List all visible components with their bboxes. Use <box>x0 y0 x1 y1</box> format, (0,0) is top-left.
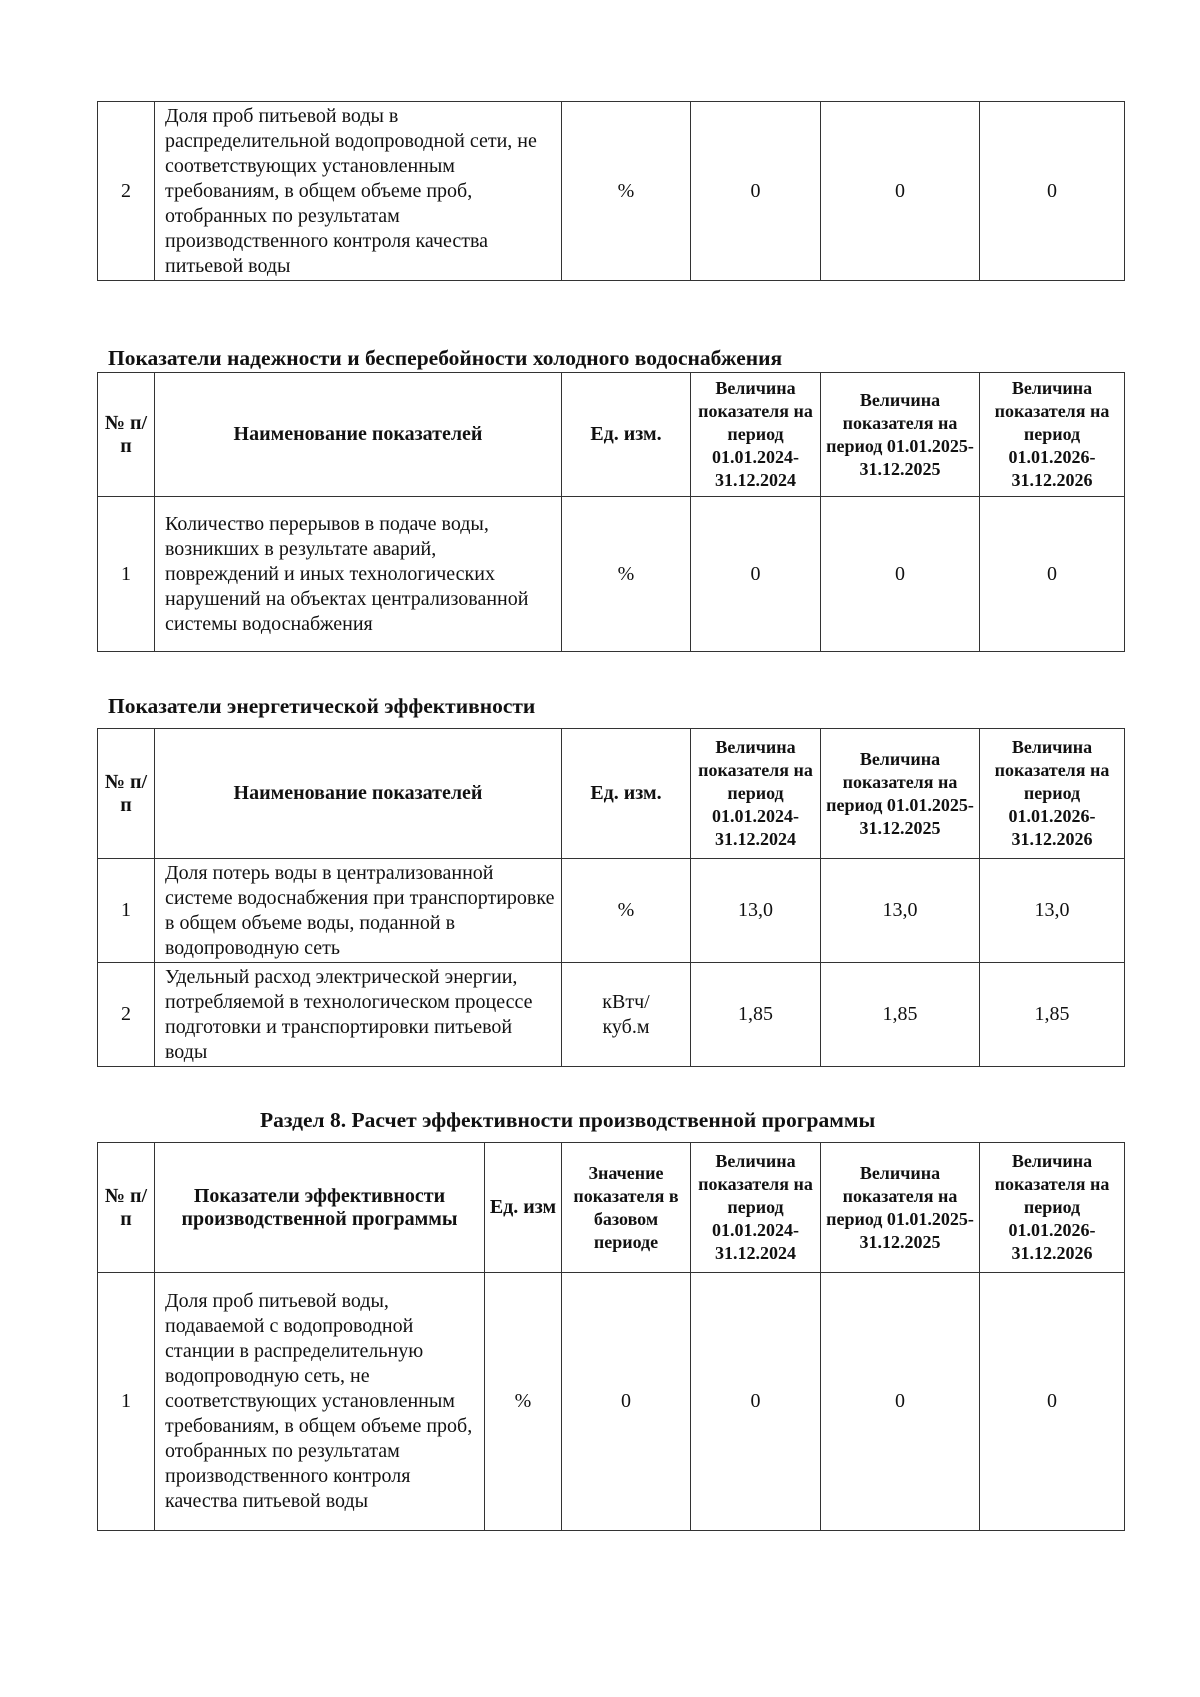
header-name: Наименование показателей <box>155 373 562 497</box>
row-number: 2 <box>98 963 155 1067</box>
header-unit: Ед. изм. <box>562 729 691 859</box>
value-2024: 0 <box>691 1273 821 1531</box>
header-period-2025: Величина показателя на период 01.01.2025-31.12.2025 <box>821 729 980 859</box>
header-period-2026: Величина показателя на период 01.01.2026-31.12.2026 <box>980 373 1125 497</box>
table-row <box>98 497 1125 652</box>
value-2024: 0 <box>691 497 821 652</box>
header-period-2026: Величина показателя на период 01.01.2026-31.12.2026 <box>980 1143 1125 1273</box>
indicator-name: Количество перерывов в подаче воды, возникших в результате аварий, повреждений и иных технологических нарушений на объектах централизованной системы водоснабжения <box>155 497 562 652</box>
header-period-2024: Величина показателя на период 01.01.2024-31.12.2024 <box>691 729 821 859</box>
row-number: 2 <box>98 102 155 281</box>
value-2026: 1,85 <box>980 963 1125 1067</box>
header-period-2025: Величина показателя на период 01.01.2025-31.12.2025 <box>821 1143 980 1273</box>
value-2024: 1,85 <box>691 963 821 1067</box>
value-2026: 0 <box>980 497 1125 652</box>
indicator-name: Доля проб питьевой воды в распределительной водопроводной сети, не соответствующих установленным требованиям, в общем объеме проб, отобранных по результатам производственного контроля качества питьевой воды <box>155 102 562 281</box>
unit-cell: % <box>485 1273 562 1531</box>
table-header-row <box>98 1143 1125 1273</box>
value-2026: 0 <box>980 1273 1125 1531</box>
header-period-2025: Величина показателя на период 01.01.2025-31.12.2025 <box>821 373 980 497</box>
value-2025: 0 <box>821 497 980 652</box>
energy-table <box>97 728 1125 1067</box>
row-number: 1 <box>98 497 155 652</box>
base-value: 0 <box>562 1273 691 1531</box>
indicator-name: Доля проб питьевой воды, подаваемой с водопроводной станции в распределительную водопроводную сеть, не соответствующих установленным требованиям, в общем объеме проб, отобранных по результатам производственного контроля качества питьевой воды <box>155 1273 485 1531</box>
header-number: № п/п <box>98 1143 155 1273</box>
value-2025: 13,0 <box>821 859 980 963</box>
value-2026: 0 <box>980 102 1125 281</box>
header-base-value: Значение показателя в базовом периоде <box>562 1143 691 1273</box>
header-name: Показатели эффективности производственной программы <box>155 1143 485 1273</box>
table-row <box>98 859 1125 963</box>
reliability-section-title: Показатели надежности и бесперебойности холодного водоснабжения <box>108 346 783 370</box>
quality-table-continuation <box>97 101 1125 281</box>
row-number: 1 <box>98 859 155 963</box>
energy-section-title: Показатели энергетической эффективности <box>108 694 536 718</box>
table-row <box>98 963 1125 1067</box>
row-number: 1 <box>98 1273 155 1531</box>
table-row <box>98 102 1125 281</box>
value-2025: 0 <box>821 102 980 281</box>
efficiency-table <box>97 1142 1125 1531</box>
value-2024: 13,0 <box>691 859 821 963</box>
indicator-name: Доля потерь воды в централизованной системе водоснабжения при транспортировке в общем объеме воды, поданной в водопроводную сеть <box>155 859 562 963</box>
section-8-title: Раздел 8. Расчет эффективности производственной программы <box>260 1108 876 1132</box>
header-unit: Ед. изм <box>485 1143 562 1273</box>
header-period-2024: Величина показателя на период 01.01.2024-31.12.2024 <box>691 373 821 497</box>
header-name: Наименование показателей <box>155 729 562 859</box>
value-2025: 1,85 <box>821 963 980 1067</box>
reliability-table <box>97 372 1125 652</box>
unit-cell: % <box>562 497 691 652</box>
table-header-row <box>98 373 1125 497</box>
value-2025: 0 <box>821 1273 980 1531</box>
header-period-2026: Величина показателя на период 01.01.2026-31.12.2026 <box>980 729 1125 859</box>
value-2026: 13,0 <box>980 859 1125 963</box>
header-period-2024: Величина показателя на период 01.01.2024-31.12.2024 <box>691 1143 821 1273</box>
unit-cell: % <box>562 859 691 963</box>
unit-cell: кВтч/ куб.м <box>562 963 691 1067</box>
header-number: № п/п <box>98 373 155 497</box>
header-number: № п/п <box>98 729 155 859</box>
table-row <box>98 1273 1125 1531</box>
unit-cell: % <box>562 102 691 281</box>
header-unit: Ед. изм. <box>562 373 691 497</box>
table-header-row <box>98 729 1125 859</box>
indicator-name: Удельный расход электрической энергии, потребляемой в технологическом процессе подготовки и транспортировки питьевой воды <box>155 963 562 1067</box>
value-2024: 0 <box>691 102 821 281</box>
